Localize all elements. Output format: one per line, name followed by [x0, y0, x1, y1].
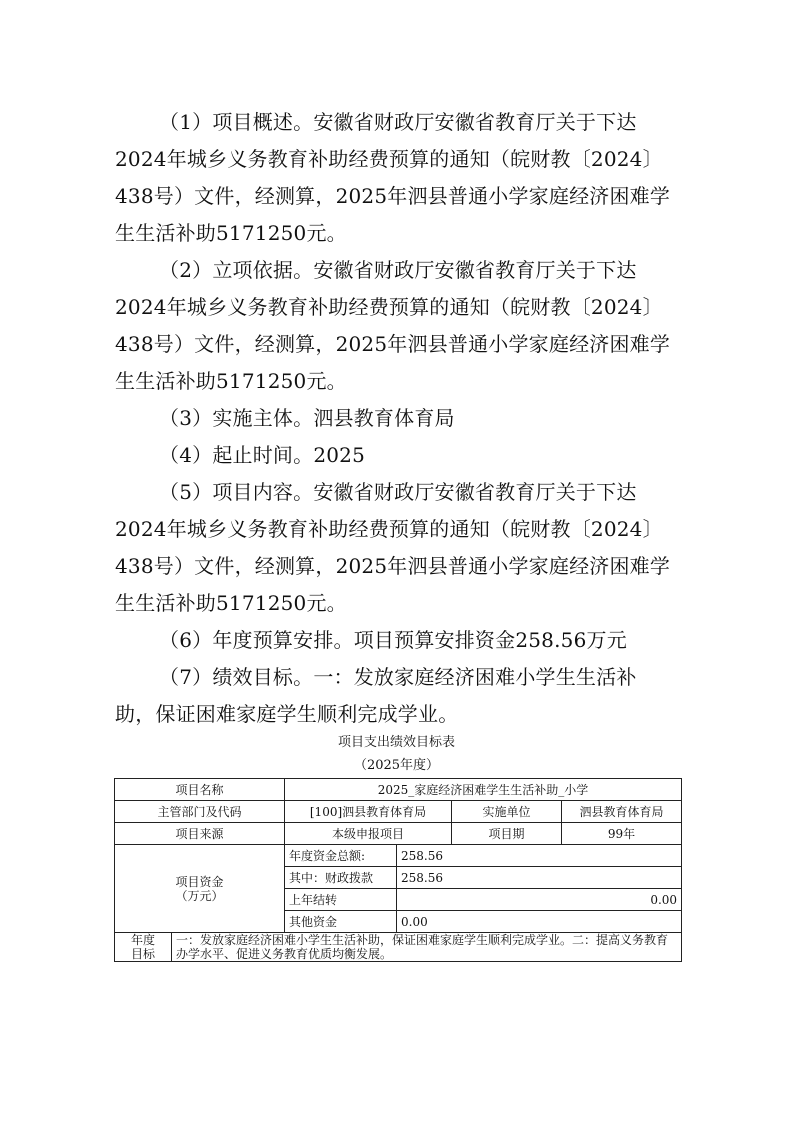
table-title: 项目支出绩效目标表 [337, 735, 455, 750]
funds-row-label: 其他资金 [285, 911, 397, 933]
table-row [115, 933, 682, 962]
table-subtitle: （2025年度） [353, 758, 440, 773]
paragraph-line: 2024年城乡义务教育补助经费预算的通知（皖财教〔2024〕 [115, 147, 663, 171]
unit-value: 泗县教育体育局 [562, 801, 682, 823]
paragraph-line: （4）起止时间。2025 [159, 443, 366, 467]
funds-row-label: 年度资金总额: [285, 845, 397, 867]
goal-label-line2: 目标 [130, 947, 155, 961]
paragraph-line: 生生活补助5171250元。 [115, 369, 347, 393]
goal-label [115, 933, 172, 962]
paragraph-line: （6）年度预算安排。项目预算安排资金258.56万元 [159, 628, 627, 652]
paragraph-line: 生生活补助5171250元。 [115, 221, 347, 245]
source-label: 项目来源 [115, 823, 285, 845]
paragraph-line: 2024年城乡义务教育补助经费预算的通知（皖财教〔2024〕 [115, 517, 663, 541]
table-row [115, 801, 682, 823]
project-name-value: 2025_家庭经济困难学生生活补助_小学 [285, 779, 682, 801]
table-row [115, 845, 682, 867]
period-label: 项目期 [452, 823, 562, 845]
paragraph-line: 生生活补助5171250元。 [115, 591, 347, 615]
paragraph-line: （2）立项依据。安徽省财政厅安徽省教育厅关于下达 [159, 258, 637, 282]
table-row [115, 779, 682, 801]
funds-row-value: 0.00 [397, 889, 682, 911]
dept-value: [100]泗县教育体育局 [285, 801, 452, 823]
project-name-label: 项目名称 [115, 779, 285, 801]
funds-label-line2: （万元） [175, 888, 224, 903]
paragraph-line: 2024年城乡义务教育补助经费预算的通知（皖财教〔2024〕 [115, 295, 663, 319]
unit-label: 实施单位 [452, 801, 562, 823]
funds-row-label: 其中：财政拨款 [285, 867, 397, 889]
paragraph-line: 438号）文件，经测算，2025年泗县普通小学家庭经济困难学 [115, 184, 671, 208]
goal-label-line1: 年度 [130, 933, 155, 947]
table-row [115, 823, 682, 845]
paragraph-line: （1）项目概述。安徽省财政厅安徽省教育厅关于下达 [159, 110, 637, 134]
funds-row-value: 258.56 [397, 845, 682, 867]
goal-text: 一：发放家庭经济困难小学生生活补助，保证困难家庭学生顺利完成学业。二：提高义务教育办学水平、促进义务教育优质均衡发展。 [172, 933, 682, 962]
paragraph-line: （7）绩效目标。一：发放家庭经济困难小学生生活补 [159, 665, 637, 689]
paragraph-line: （5）项目内容。安徽省财政厅安徽省教育厅关于下达 [159, 480, 637, 504]
funds-label [115, 845, 285, 933]
funds-label-line1: 项目资金 [175, 874, 224, 889]
paragraph-line: 438号）文件，经测算，2025年泗县普通小学家庭经济困难学 [115, 554, 671, 578]
paragraph-line: 助，保证困难家庭学生顺利完成学业。 [115, 702, 459, 726]
source-value: 本级申报项目 [285, 823, 452, 845]
dept-label: 主管部门及代码 [115, 801, 285, 823]
funds-row-label: 上年结转 [285, 889, 397, 911]
funds-row-value: 0.00 [397, 911, 682, 933]
performance-goal-table [114, 778, 682, 962]
period-value: 99年 [562, 823, 682, 845]
funds-row-value: 258.56 [397, 867, 682, 889]
paragraph-line: 438号）文件，经测算，2025年泗县普通小学家庭经济困难学 [115, 332, 671, 356]
paragraph-line: （3）实施主体。泗县教育体育局 [159, 406, 455, 430]
